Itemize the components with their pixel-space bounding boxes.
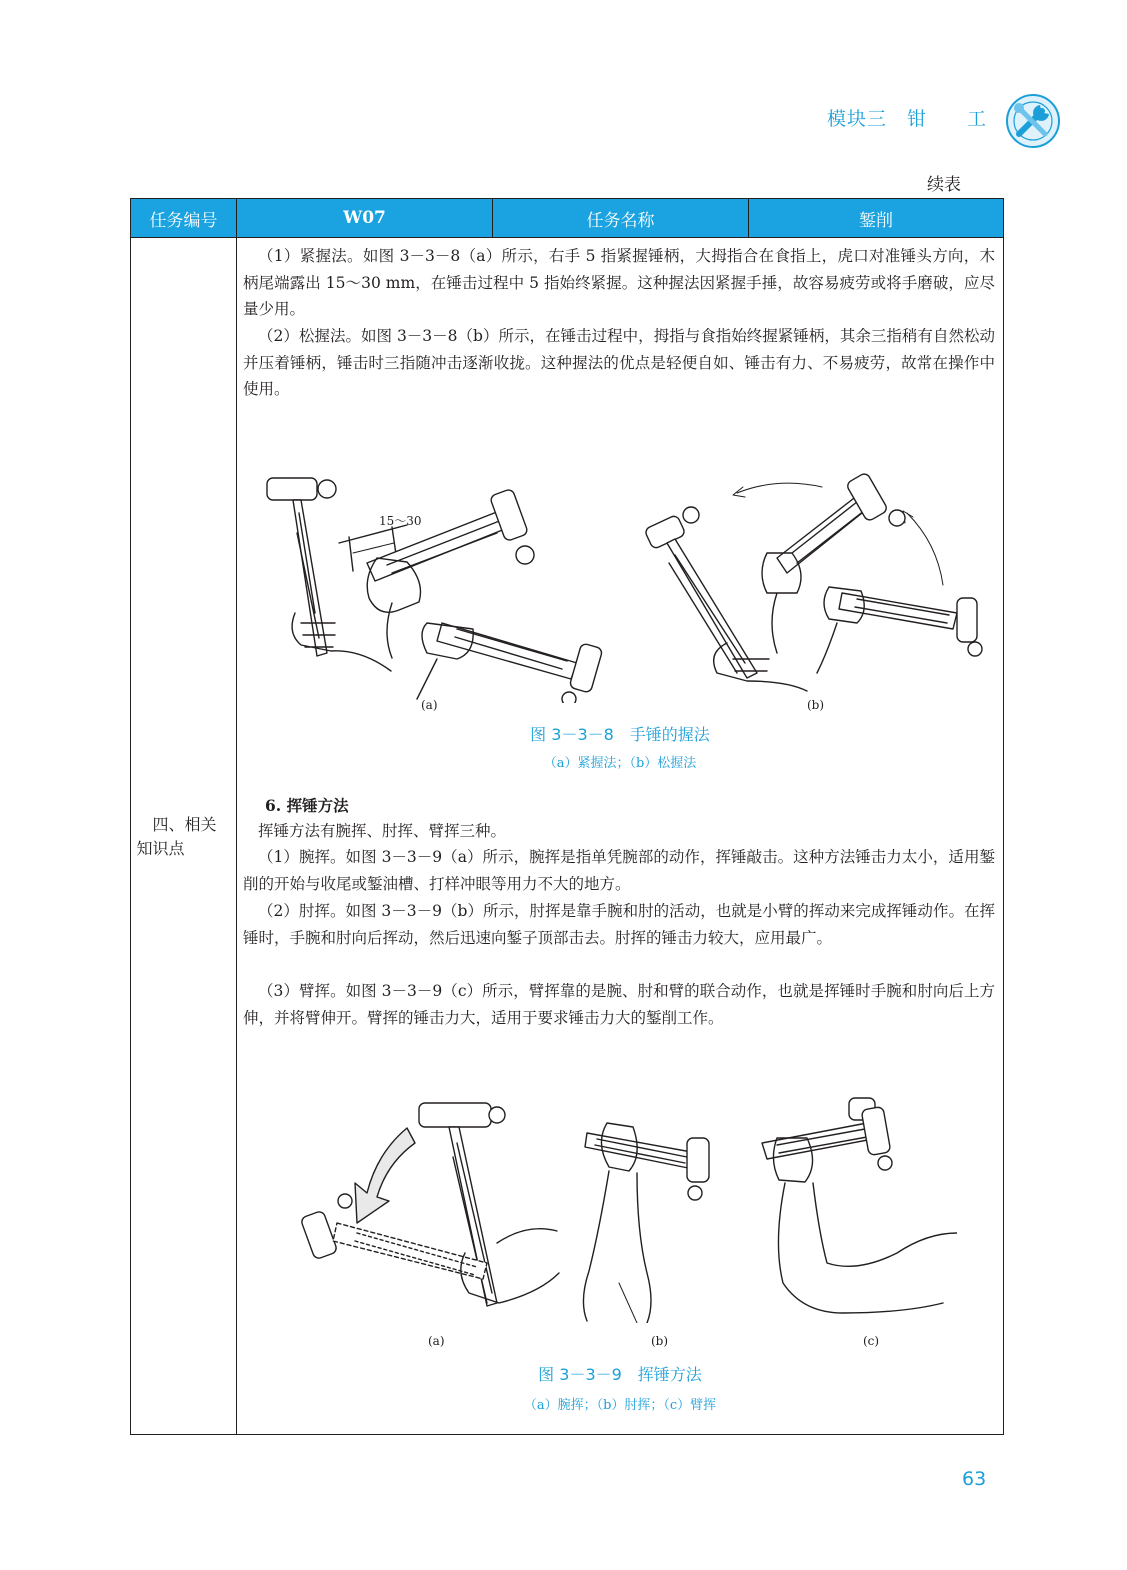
header-task-id-label: 任务编号 [131,199,237,237]
page-number: 63 [962,1468,987,1490]
figure-swing-method-illustration [297,1083,957,1323]
figure1-caption: 图 3－3－8 手锤的握法 [530,725,710,744]
fig2-label-a: (a) [428,1334,445,1348]
left-label-cell [131,238,237,1435]
fig2-label-b: (b) [651,1334,669,1348]
header-task-id-value: W07 [237,199,493,237]
dimension-label: 15～30 [379,514,422,528]
running-header: 模块三 钳 工 [827,108,988,130]
swing-arrow-a [355,1128,415,1223]
header-task-name-label: 任务名称 [493,199,749,237]
table-body [131,238,1003,1435]
header-task-name-value: 錾削 [859,210,893,231]
paragraph-arm-swing: （3）臂挥。如图 3－3－9（c）所示，臂挥靠的是腕、肘和臂的联合动作，也就是挥锤时手腕和肘向后上方伸，并将臂伸开。臂挥的锤击力大，适用于要求锤击力大的錾削工作。 [243,982,995,1027]
arm-elbow-swing-b [583,1123,709,1323]
fig2-label-c: (c) [863,1334,880,1348]
continued-table-label: 续表 [927,175,961,195]
fig1-label-a: (a) [421,698,438,712]
figure2-caption: 图 3－3－9 挥锤方法 [538,1365,702,1384]
section-label: 四、相关知识点 [136,814,217,858]
paragraph-loose-grip: （2）松握法。如图 3－3－8（b）所示，在锤击过程中，拇指与食指始终握紧锤柄，其余三指稍有自然松动并压着锤柄，锤击时三指随冲击逐渐收拢。这种握法的优点是轻便自如、锤击有力、不易疲劳，故常在操作中使用。 [243,327,995,398]
paragraph-swing-intro: 挥锤方法有腕挥、肘挥、臂挥三种。 [258,822,507,840]
wrench-icon [1004,92,1062,150]
fig1-label-b: (b) [807,698,825,712]
paragraph-elbow-swing: （2）肘挥。如图 3－3－9（b）所示，肘挥是靠手腕和肘的活动，也就是小臂的挥动来完成挥锤动作。在挥锤时，手腕和肘向后挥动，然后迅速向錾子顶部击去。肘挥的锤击力较大，应用最广。 [243,902,995,947]
hammer-diagonal-lower-a [417,623,603,703]
hammer-diagonal-lower-b [817,587,982,673]
task-table [130,198,1004,1435]
hammer-vertical-b [644,507,807,691]
table-header-row [131,199,1003,238]
figure-hammer-grip-illustration [257,463,997,703]
hammer-lower-a [300,1194,487,1279]
paragraph-wrist-swing: （1）腕挥。如图 3－3－9（a）所示，腕挥是指单凭腕部的动作，挥锤敲击。这种方法锤击力太小，适用錾削的开始与收尾或錾油槽、打样冲眼等用力不大的地方。 [243,848,995,893]
figure2-subcaption: （a）腕挥；（b）肘挥；（c）臂挥 [523,1398,717,1413]
figure1-subcaption: （a）紧握法；（b）松握法 [543,756,697,771]
section-heading-swing-method: 6. 挥锤方法 [265,796,349,815]
content-cell [237,238,1003,1435]
paragraph-tight-grip: （1）紧握法。如图 3－3－8（a）所示，右手 5 指紧握锤柄，大拇指合在食指上，虎口对准锤头方向，木柄尾端露出 15～30 mm，在锤击过程中 5 指始终紧握。这种握法因紧握手捶，故容易疲劳或将手磨破，应尽量少用。 [243,247,995,318]
arm-full-swing-c [762,1098,957,1313]
hammer-diagonal-upper-b [762,472,905,653]
